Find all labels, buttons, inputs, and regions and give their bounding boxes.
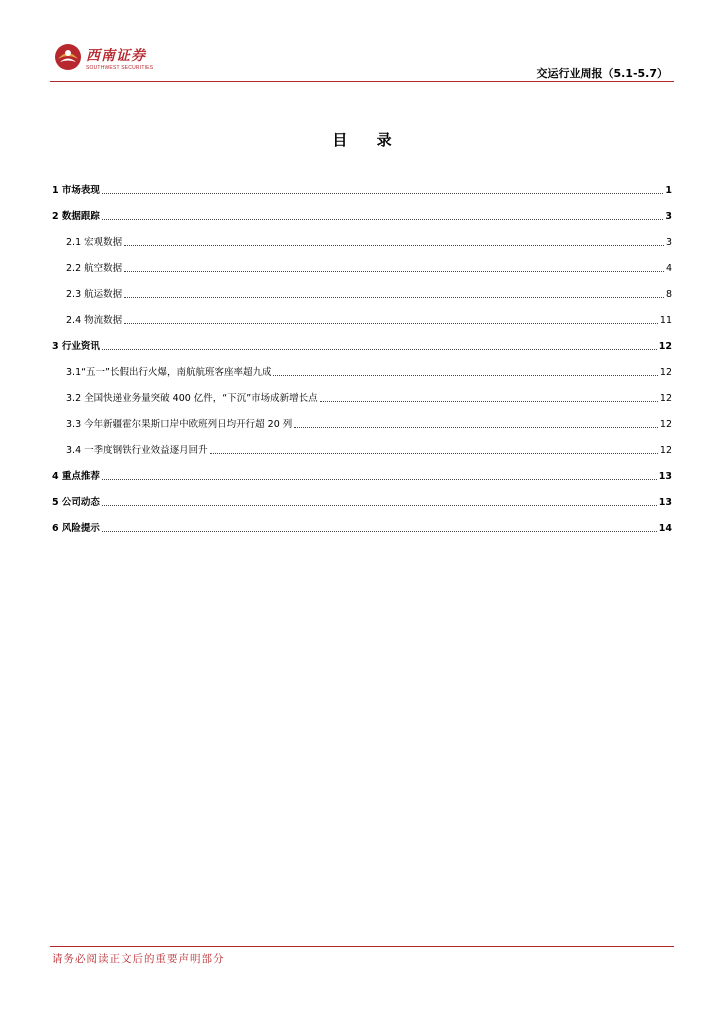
toc-entry-label: 3 行业资讯: [52, 341, 100, 352]
header-divider: [50, 81, 674, 82]
toc-entry-label: 2 数据跟踪: [52, 211, 100, 222]
toc-entry-page: 12: [659, 445, 672, 456]
table-of-contents: [52, 171, 672, 535]
toc-entry-label: 6 风险提示: [52, 523, 100, 534]
toc-leader-dots: [210, 453, 658, 454]
toc-leader-dots: [102, 531, 657, 532]
toc-entry[interactable]: [52, 457, 672, 483]
toc-entry[interactable]: [52, 301, 672, 327]
logo-english-name: SOUTHWEST SECURITIES: [86, 65, 154, 71]
toc-entry[interactable]: [52, 249, 672, 275]
toc-entry-label: 2.3 航运数据: [66, 289, 123, 300]
footer-divider: [50, 946, 674, 947]
footer-disclaimer: 请务必阅读正文后的重要声明部分: [52, 953, 225, 965]
report-title: 交运行业周报（5.1-5.7）: [536, 67, 668, 80]
toc-entry[interactable]: [52, 509, 672, 535]
toc-leader-dots: [294, 427, 658, 428]
toc-entry-page: 12: [658, 341, 672, 352]
toc-entry[interactable]: [52, 327, 672, 353]
toc-entry-label: 2.1 宏观数据: [66, 237, 123, 248]
toc-entry[interactable]: [52, 197, 672, 223]
toc-leader-dots: [124, 323, 658, 324]
toc-leader-dots: [102, 193, 663, 194]
toc-entry[interactable]: [52, 223, 672, 249]
toc-entry-label: 2.4 物流数据: [66, 315, 123, 326]
toc-heading: 目 录: [332, 131, 404, 149]
toc-entry-page: 12: [659, 419, 672, 430]
toc-entry-label: 1 市场表现: [52, 185, 100, 196]
toc-leader-dots: [124, 271, 664, 272]
toc-entry-page: 3: [665, 211, 672, 222]
toc-entry[interactable]: [52, 431, 672, 457]
toc-entry-page: 14: [658, 523, 672, 534]
toc-entry-label: 3.2 全国快递业务量突破 400 亿件，“下沉”市场成新增长点: [66, 393, 318, 404]
toc-leader-dots: [102, 349, 657, 350]
toc-entry-page: 12: [659, 367, 672, 378]
toc-entry[interactable]: [52, 405, 672, 431]
toc-leader-dots: [320, 401, 658, 402]
toc-entry-label: 3.1“五一”长假出行火爆，南航航班客座率超九成: [66, 367, 272, 378]
toc-leader-dots: [124, 245, 664, 246]
toc-entry-label: 4 重点推荐: [52, 471, 100, 482]
toc-entry-page: 8: [665, 289, 672, 300]
toc-entry-label: 3.4 一季度钢铁行业效益逐月回升: [66, 445, 208, 456]
toc-entry-page: 11: [659, 315, 672, 326]
toc-leader-dots: [102, 479, 657, 480]
toc-entry-label: 5 公司动态: [52, 497, 100, 508]
toc-entry[interactable]: [52, 171, 672, 197]
toc-entry[interactable]: [52, 483, 672, 509]
toc-entry-page: 3: [665, 237, 672, 248]
toc-entry[interactable]: [52, 353, 672, 379]
toc-entry[interactable]: [52, 275, 672, 301]
company-logo: [54, 43, 154, 77]
toc-leader-dots: [124, 297, 664, 298]
toc-entry-page: 13: [658, 497, 672, 508]
toc-entry-label: 2.2 航空数据: [66, 263, 123, 274]
logo-emblem-icon: [54, 43, 82, 71]
toc-entry[interactable]: [52, 379, 672, 405]
toc-entry-page: 1: [665, 185, 672, 196]
toc-leader-dots: [273, 375, 657, 376]
toc-entry-label: 3.3 今年新疆霍尔果斯口岸中欧班列日均开行超 20 列: [66, 419, 293, 430]
page-header: [0, 0, 724, 84]
toc-entry-page: 13: [658, 471, 672, 482]
toc-leader-dots: [102, 505, 657, 506]
toc-leader-dots: [102, 219, 663, 220]
logo-chinese-name: 西南证券: [86, 48, 146, 64]
toc-entry-page: 4: [665, 263, 672, 274]
toc-entry-page: 12: [659, 393, 672, 404]
